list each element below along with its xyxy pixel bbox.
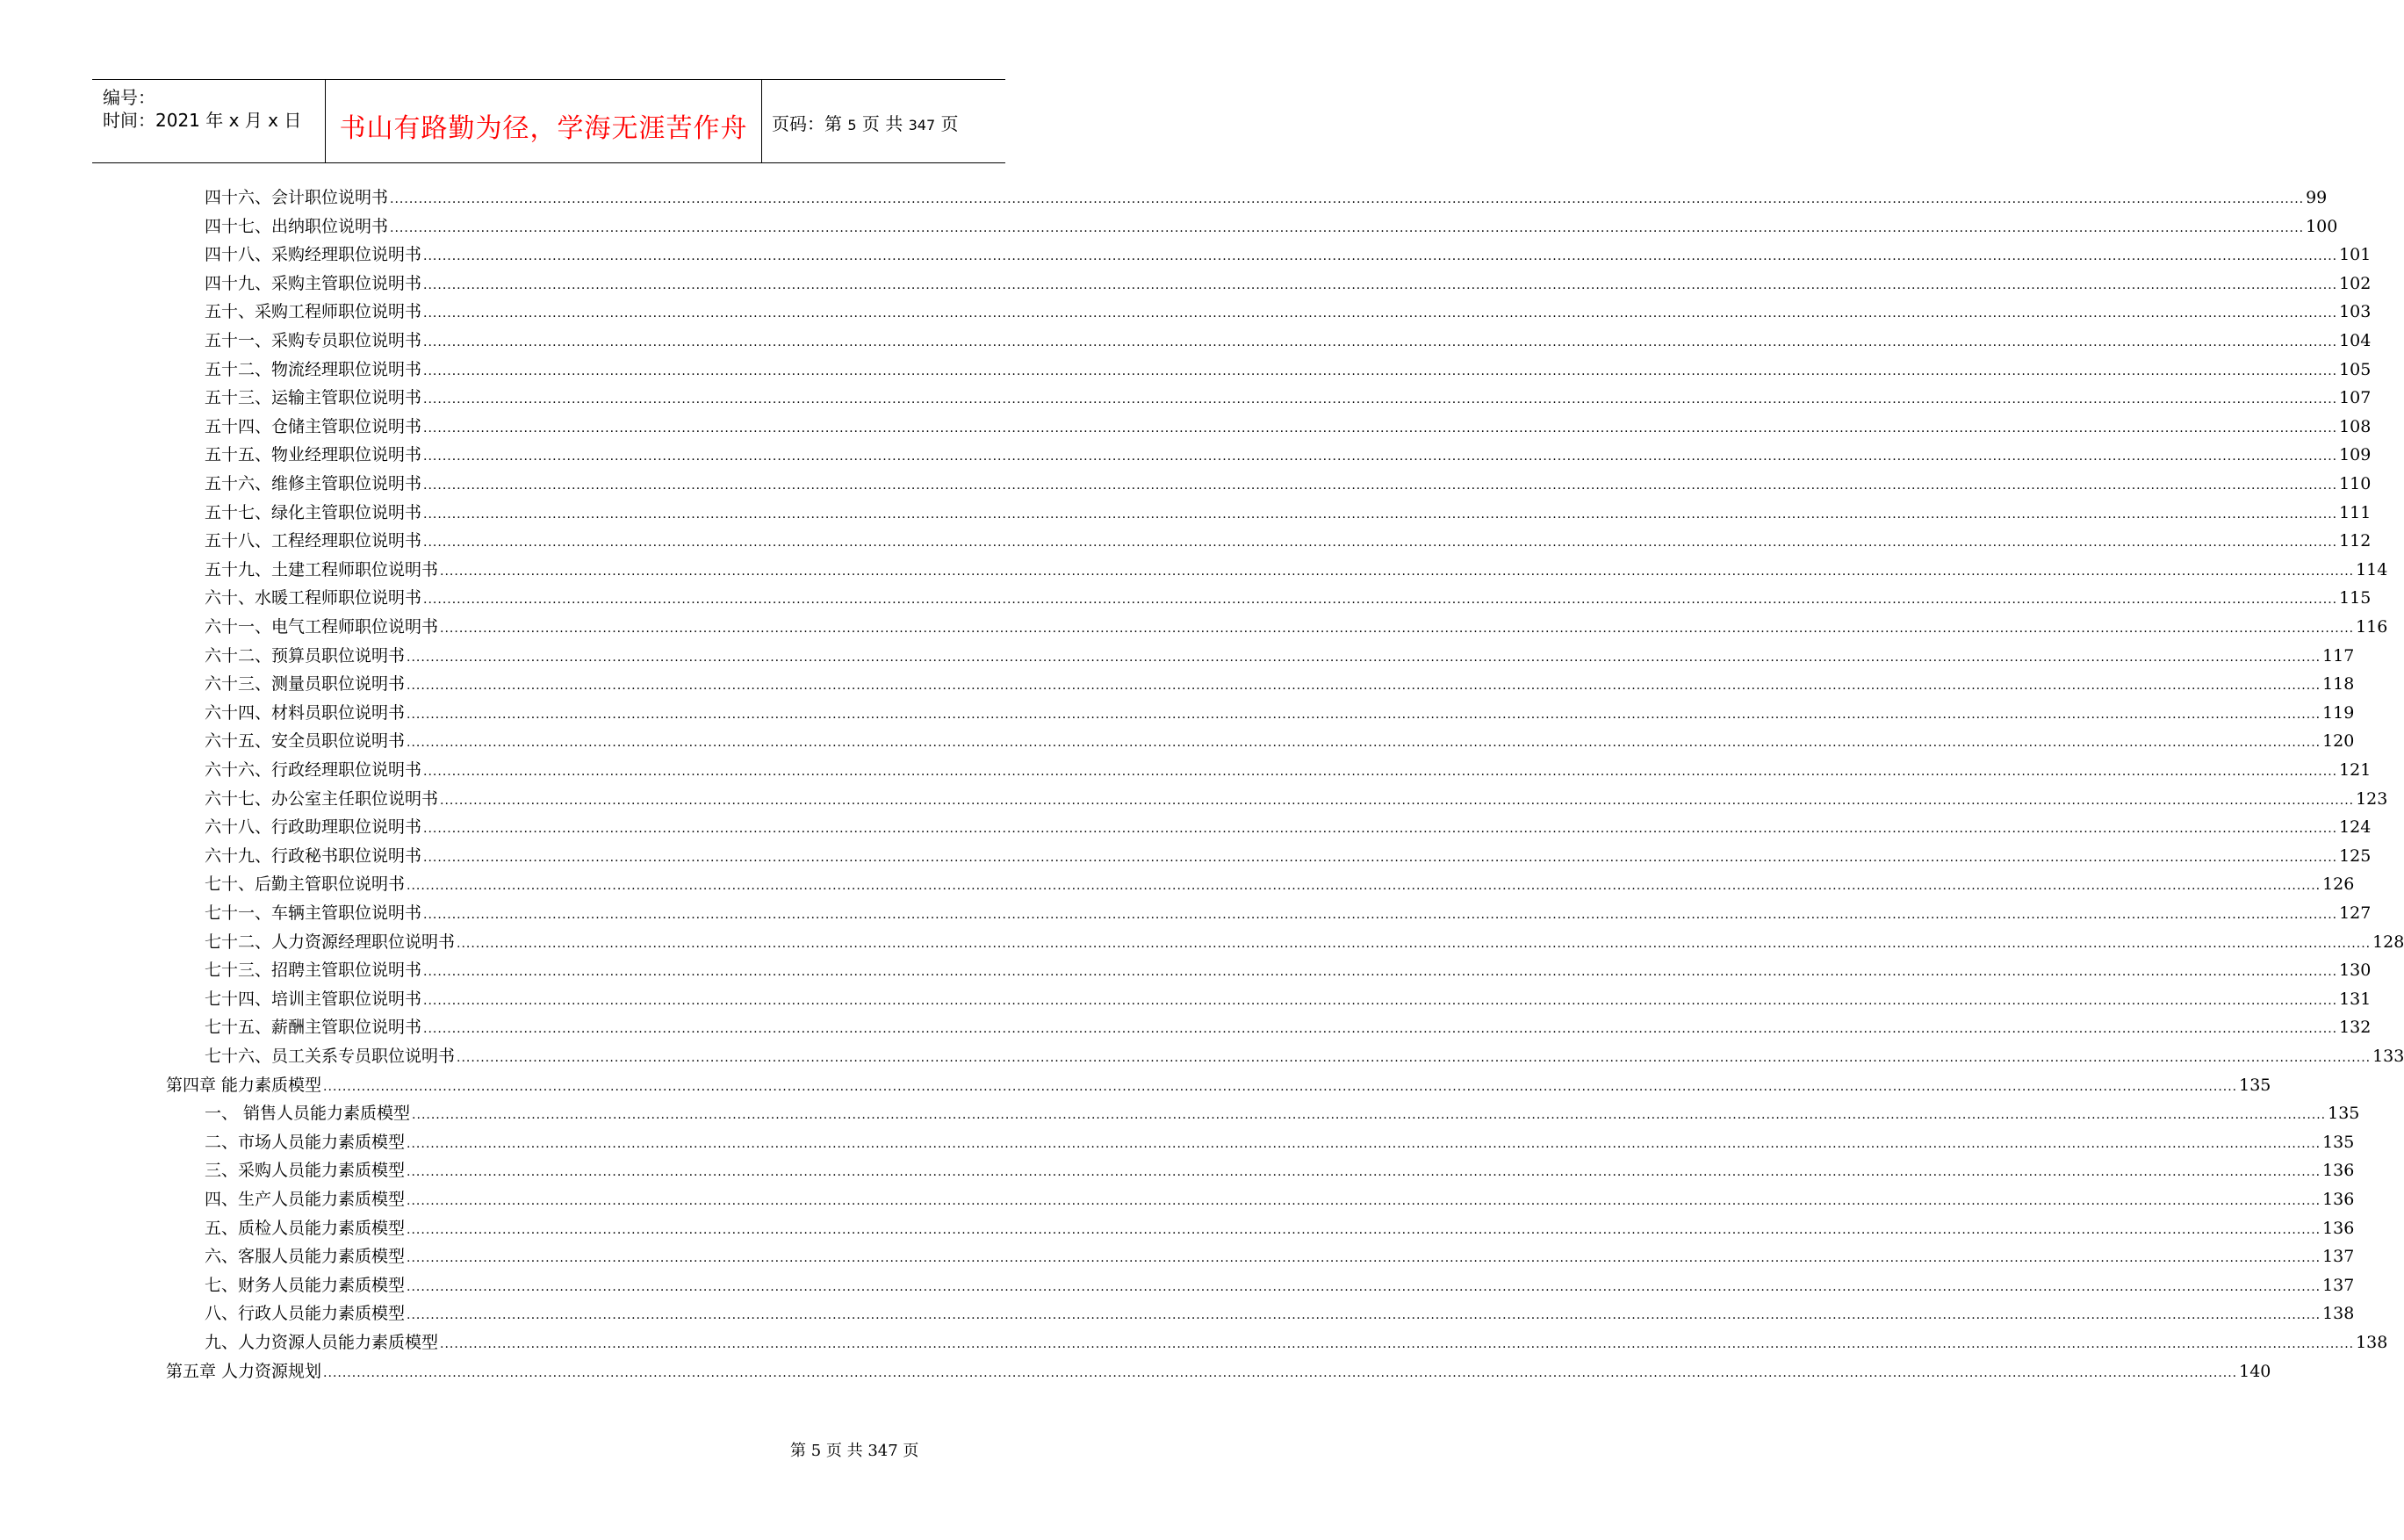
toc-entry[interactable]	[205, 184, 2328, 212]
toc-leader-dots: ................................................................................................................................................................................................................................................................................................................................................................................................................	[457, 937, 2372, 951]
toc-entry[interactable]	[205, 1243, 2355, 1271]
toc-entry[interactable]	[205, 1129, 2355, 1157]
toc-entry[interactable]	[205, 471, 2372, 499]
toc-leader-dots: ................................................................................................................................................................................................................................................................................................................................................................................................................	[423, 994, 2338, 1008]
page-suffix: 页	[940, 113, 959, 134]
toc-entry[interactable]	[205, 356, 2372, 385]
toc-leader-dots: ................................................................................................................................................................................................................................................................................................................................................................................................................	[423, 965, 2338, 979]
toc-entry-title: 六十二、预算员职位说明书	[205, 646, 406, 666]
toc-entry-page: 116	[2356, 617, 2388, 637]
toc-entry-title: 五十五、物业经理职位说明书	[205, 445, 422, 464]
toc-entry-page: 100	[2306, 217, 2338, 236]
header-motto: 书山有路勤为径，学海无涯苦作舟	[339, 113, 748, 144]
toc-entry-page: 124	[2339, 817, 2372, 837]
toc-entry[interactable]	[205, 1014, 2372, 1042]
toc-leader-dots: ................................................................................................................................................................................................................................................................................................................................................................................................................	[440, 1337, 2355, 1351]
toc-leader-dots: ................................................................................................................................................................................................................................................................................................................................................................................................................	[423, 908, 2338, 922]
toc-leader-dots: ................................................................................................................................................................................................................................................................................................................................................................................................................	[407, 1137, 2321, 1151]
toc-entry[interactable]	[205, 786, 2388, 814]
toc-entry-title: 四十七、出纳职位说明书	[205, 217, 389, 236]
toc-leader-dots: ................................................................................................................................................................................................................................................................................................................................................................................................................	[440, 565, 2355, 579]
toc-leader-dots: ................................................................................................................................................................................................................................................................................................................................................................................................................	[323, 1366, 2238, 1380]
toc-entry-title: 七十三、招聘主管职位说明书	[205, 961, 422, 980]
toc-leader-dots: ................................................................................................................................................................................................................................................................................................................................................................................................................	[407, 879, 2321, 893]
toc-entry[interactable]	[205, 757, 2372, 785]
toc-entry[interactable]	[205, 241, 2372, 270]
toc-entry[interactable]	[205, 814, 2372, 842]
toc-entry[interactable]	[205, 1100, 2360, 1128]
toc-entry-page: 118	[2322, 674, 2355, 694]
toc-leader-dots: ................................................................................................................................................................................................................................................................................................................................................................................................................	[423, 507, 2338, 522]
toc-entry[interactable]	[205, 843, 2372, 871]
toc-entry-page: 125	[2339, 846, 2372, 866]
toc-entry[interactable]	[205, 986, 2372, 1014]
toc-leader-dots: ................................................................................................................................................................................................................................................................................................................................................................................................................	[423, 1022, 2338, 1036]
page-number: 5	[847, 117, 857, 133]
toc-entry-title: 六十五、安全员职位说明书	[205, 731, 406, 751]
toc-entry-page: 135	[2328, 1104, 2360, 1123]
toc-entry-title: 六十八、行政助理职位说明书	[205, 817, 422, 837]
toc-entry-page: 120	[2322, 731, 2355, 751]
toc-entry[interactable]	[205, 728, 2355, 756]
toc-entry[interactable]	[205, 871, 2355, 899]
toc-leader-dots: ................................................................................................................................................................................................................................................................................................................................................................................................................	[407, 1308, 2321, 1322]
toc-entry-page: 136	[2322, 1190, 2355, 1209]
toc-entry-page: 111	[2339, 503, 2372, 522]
toc-entry-page: 136	[2322, 1161, 2355, 1180]
toc-leader-dots: ................................................................................................................................................................................................................................................................................................................................................................................................................	[423, 851, 2338, 865]
toc-entry-title: 第五章 人力资源规划	[166, 1362, 322, 1381]
toc-entry-title: 七十、后勤主管职位说明书	[205, 874, 406, 894]
toc-entry-page: 127	[2339, 903, 2372, 923]
page-mid: 页 共	[861, 113, 903, 134]
toc-leader-dots: ................................................................................................................................................................................................................................................................................................................................................................................................................	[407, 1194, 2321, 1208]
page-footer: 第 5 页 共 347 页	[790, 1442, 919, 1460]
toc-entry[interactable]	[205, 327, 2372, 356]
toc-entry-page: 123	[2356, 789, 2388, 809]
toc-leader-dots: ................................................................................................................................................................................................................................................................................................................................................................................................................	[423, 306, 2338, 320]
toc-entry-title: 八、行政人员能力素质模型	[205, 1304, 406, 1323]
toc-entry-title: 第四章 能力素质模型	[166, 1076, 322, 1095]
toc-entry-page: 110	[2339, 474, 2372, 493]
toc-leader-dots: ................................................................................................................................................................................................................................................................................................................................................................................................................	[407, 708, 2321, 722]
toc-entry-page: 138	[2356, 1333, 2388, 1352]
toc-entry-title: 六十四、材料员职位说明书	[205, 703, 406, 723]
toc-entry-title: 五十一、采购专员职位说明书	[205, 331, 422, 350]
toc-entry-title: 七十六、员工关系专员职位说明书	[205, 1047, 456, 1066]
header-left-cell	[92, 80, 325, 162]
toc-entry-title: 五、质检人员能力素质模型	[205, 1219, 406, 1238]
document-date: 时间：2021 年 x 月 x 日	[103, 110, 302, 131]
toc-entry[interactable]	[205, 1215, 2355, 1243]
page-prefix: 页码：第	[772, 113, 842, 134]
toc-entry-title: 六十一、电气工程师职位说明书	[205, 617, 439, 637]
toc-entry[interactable]	[205, 1272, 2355, 1300]
toc-entry[interactable]	[205, 299, 2372, 327]
toc-leader-dots: ................................................................................................................................................................................................................................................................................................................................................................................................................	[390, 221, 2305, 235]
toc-entry-title: 七十一、车辆主管职位说明书	[205, 903, 422, 923]
toc-leader-dots: ................................................................................................................................................................................................................................................................................................................................................................................................................	[423, 822, 2338, 836]
toc-entry[interactable]	[205, 957, 2372, 985]
toc-entry-page: 130	[2339, 961, 2372, 980]
toc-entry-title: 四十八、采购经理职位说明书	[205, 245, 422, 264]
toc-entry-page: 126	[2322, 874, 2355, 894]
toc-entry[interactable]	[205, 414, 2372, 442]
toc-entry[interactable]	[205, 528, 2372, 556]
toc-leader-dots: ................................................................................................................................................................................................................................................................................................................................................................................................................	[440, 794, 2355, 808]
toc-entry-title: 五十二、物流经理职位说明书	[205, 360, 422, 379]
toc-entry-title: 五十六、维修主管职位说明书	[205, 474, 422, 493]
toc-leader-dots: ................................................................................................................................................................................................................................................................................................................................................................................................................	[440, 622, 2355, 636]
toc-leader-dots: ................................................................................................................................................................................................................................................................................................................................................................................................................	[423, 335, 2338, 349]
toc-entry-title: 四十六、会计职位说明书	[205, 188, 389, 207]
document-number-label: 编号：	[103, 87, 155, 108]
toc-entry-title: 六十三、测量员职位说明书	[205, 674, 406, 694]
page-total: 347	[908, 117, 936, 133]
toc-entry-page: 101	[2339, 245, 2372, 264]
toc-entry-title: 四十九、采购主管职位说明书	[205, 274, 422, 293]
toc-entry-title: 五十、采购工程师职位说明书	[205, 302, 422, 321]
toc-entry[interactable]	[205, 1300, 2355, 1328]
toc-leader-dots: ................................................................................................................................................................................................................................................................................................................................................................................................................	[423, 593, 2338, 607]
toc-leader-dots: ................................................................................................................................................................................................................................................................................................................................................................................................................	[407, 736, 2321, 750]
toc-entry[interactable]	[205, 500, 2372, 528]
toc-entry-title: 六十七、办公室主任职位说明书	[205, 789, 439, 809]
toc-entry-title: 七十五、薪酬主管职位说明书	[205, 1018, 422, 1037]
toc-leader-dots: ................................................................................................................................................................................................................................................................................................................................................................................................................	[423, 765, 2338, 779]
header-page-indicator	[772, 110, 959, 135]
toc-entry-page: 137	[2322, 1247, 2355, 1266]
toc-leader-dots: ................................................................................................................................................................................................................................................................................................................................................................................................................	[407, 1251, 2321, 1265]
toc-entry[interactable]	[205, 442, 2372, 470]
toc-entry[interactable]	[205, 929, 2404, 957]
toc-entry-page: 137	[2322, 1276, 2355, 1295]
toc-leader-dots: ................................................................................................................................................................................................................................................................................................................................................................................................................	[407, 1165, 2321, 1179]
toc-entry-page: 121	[2339, 760, 2372, 780]
toc-entry[interactable]	[205, 671, 2355, 699]
toc-entry-title: 九、人力资源人员能力素质模型	[205, 1333, 439, 1352]
toc-entry[interactable]	[205, 900, 2372, 928]
toc-entry-page: 117	[2322, 646, 2355, 666]
toc-entry[interactable]	[166, 1358, 2271, 1386]
toc-entry-page: 131	[2339, 989, 2372, 1009]
toc-entry[interactable]	[205, 1157, 2355, 1185]
toc-entry-page: 132	[2339, 1018, 2372, 1037]
toc-leader-dots: ................................................................................................................................................................................................................................................................................................................................................................................................................	[423, 421, 2338, 435]
toc-entry-title: 五十八、工程经理职位说明书	[205, 531, 422, 551]
toc-entry[interactable]	[205, 1329, 2388, 1357]
toc-entry-title: 六、客服人员能力素质模型	[205, 1247, 406, 1266]
toc-leader-dots: ................................................................................................................................................................................................................................................................................................................................................................................................................	[423, 392, 2338, 407]
toc-entry-title: 五十七、绿化主管职位说明书	[205, 503, 422, 522]
toc-leader-dots: ................................................................................................................................................................................................................................................................................................................................................................................................................	[423, 249, 2338, 263]
toc-entry[interactable]	[166, 1072, 2271, 1100]
toc-entry-title: 七十四、培训主管职位说明书	[205, 989, 422, 1009]
toc-entry[interactable]	[205, 585, 2372, 613]
toc-leader-dots: ................................................................................................................................................................................................................................................................................................................................................................................................................	[407, 1223, 2321, 1237]
toc-entry[interactable]	[205, 643, 2355, 671]
toc-entry[interactable]	[205, 700, 2355, 728]
toc-entry-title: 五十三、运输主管职位说明书	[205, 388, 422, 407]
toc-entry-page: 138	[2322, 1304, 2355, 1323]
toc-entry-page: 108	[2339, 417, 2372, 436]
header-middle-cell	[325, 80, 762, 162]
toc-entry-page: 102	[2339, 274, 2372, 293]
toc-leader-dots: ................................................................................................................................................................................................................................................................................................................................................................................................................	[407, 1280, 2321, 1294]
toc-leader-dots: ................................................................................................................................................................................................................................................................................................................................................................................................................	[412, 1108, 2327, 1122]
toc-entry-page: 112	[2339, 531, 2372, 551]
toc-leader-dots: ................................................................................................................................................................................................................................................................................................................................................................................................................	[390, 192, 2305, 206]
toc-leader-dots: ................................................................................................................................................................................................................................................................................................................................................................................................................	[423, 536, 2338, 550]
toc-entry-title: 五十四、仓储主管职位说明书	[205, 417, 422, 436]
toc-entry-page: 103	[2339, 302, 2372, 321]
toc-leader-dots: ................................................................................................................................................................................................................................................................................................................................................................................................................	[423, 479, 2338, 493]
toc-entry[interactable]	[205, 1186, 2355, 1214]
toc-entry-page: 109	[2339, 445, 2372, 464]
toc-entry-title: 五十九、土建工程师职位说明书	[205, 560, 439, 579]
toc-entry-page: 133	[2372, 1047, 2404, 1066]
toc-leader-dots: ................................................................................................................................................................................................................................................................................................................................................................................................................	[457, 1051, 2372, 1065]
toc-leader-dots: ................................................................................................................................................................................................................................................................................................................................................................................................................	[407, 651, 2321, 665]
toc-leader-dots: ................................................................................................................................................................................................................................................................................................................................................................................................................	[407, 679, 2321, 693]
toc-entry-page: 99	[2306, 188, 2328, 207]
toc-entry-page: 114	[2356, 560, 2388, 579]
toc-entry-page: 107	[2339, 388, 2372, 407]
toc-entry-title: 四、生产人员能力素质模型	[205, 1190, 406, 1209]
toc-entry-title: 六十、水暖工程师职位说明书	[205, 588, 422, 608]
toc-entry[interactable]	[205, 557, 2388, 585]
toc-leader-dots: ................................................................................................................................................................................................................................................................................................................................................................................................................	[423, 278, 2338, 292]
toc-entry-title: 六十九、行政秘书职位说明书	[205, 846, 422, 866]
toc-leader-dots: ................................................................................................................................................................................................................................................................................................................................................................................................................	[423, 450, 2338, 464]
header-right-cell	[761, 80, 1005, 162]
toc-leader-dots: ................................................................................................................................................................................................................................................................................................................................................................................................................	[323, 1080, 2238, 1094]
page-header	[92, 79, 1005, 163]
toc-leader-dots: ................................................................................................................................................................................................................................................................................................................................................................................................................	[423, 364, 2338, 378]
toc-entry-title: 一、 销售人员能力素质模型	[205, 1104, 411, 1123]
toc-entry-page: 135	[2239, 1076, 2271, 1095]
toc-entry-page: 105	[2339, 360, 2372, 379]
toc-entry-page: 115	[2339, 588, 2372, 608]
toc-entry-page: 119	[2322, 703, 2355, 723]
toc-entry-title: 七、财务人员能力素质模型	[205, 1276, 406, 1295]
toc-entry-title: 二、市场人员能力素质模型	[205, 1133, 406, 1152]
toc-entry[interactable]	[205, 385, 2372, 413]
toc-entry-page: 136	[2322, 1219, 2355, 1238]
toc-entry[interactable]	[205, 270, 2372, 299]
toc-entry[interactable]	[205, 1043, 2404, 1071]
toc-entry[interactable]	[205, 614, 2388, 642]
toc-entry-title: 七十二、人力资源经理职位说明书	[205, 932, 456, 952]
toc-entry-title: 三、采购人员能力素质模型	[205, 1161, 406, 1180]
toc-entry-title: 六十六、行政经理职位说明书	[205, 760, 422, 780]
toc-entry-page: 135	[2322, 1133, 2355, 1152]
toc-entry[interactable]	[205, 213, 2338, 241]
toc-entry-page: 104	[2339, 331, 2372, 350]
toc-entry-page: 140	[2239, 1362, 2271, 1381]
toc-entry-page: 128	[2372, 932, 2404, 952]
